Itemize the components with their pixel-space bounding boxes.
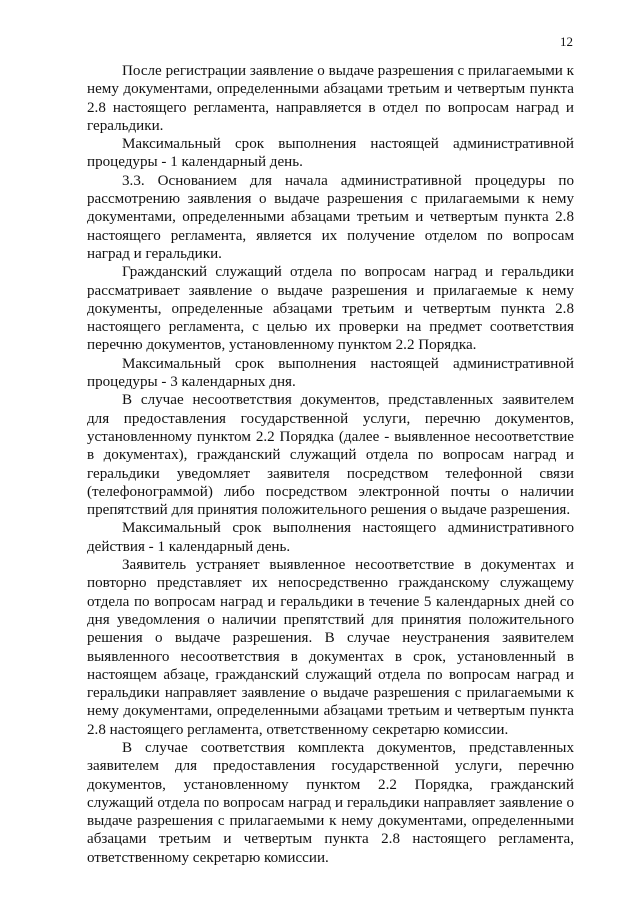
paragraph: Максимальный срок выполнения настоящего административного действия - 1 календарный день. xyxy=(87,520,574,555)
document-body xyxy=(87,62,574,867)
paragraph: После регистрации заявление о выдаче разрешения с прилагаемыми к нему документами, определенными абзацами третьим и четвертым пункта 2.8 настоящего регламента, направляется в отдел по вопросам наград и геральдики. xyxy=(87,63,574,134)
page-number: 12 xyxy=(560,34,573,49)
paragraph: В случае соответствия комплекта документов, представленных заявителем для предоставления государственной услуги, перечню документов, установленному пунктом 2.2 Порядка, гражданский служащий отдела по вопросам наград и геральдики направляет заявление о выдаче разрешения с прилагаемыми к нему документами, определенными абзацами третьим и четвертым пункта 2.8 настоящего регламента, ответственному секретарю комиссии. xyxy=(87,739,574,866)
paragraph: Гражданский служащий отдела по вопросам наград и геральдики рассматривает заявление о выдаче разрешения и прилагаемые к нему документы, определенные абзацами третьим и четвертым пункта 2.8 настоящего регламента, с целью их проверки на предмет соответствия перечню документов, установленному пунктом 2.2 Порядка. xyxy=(87,264,574,354)
paragraph: Максимальный срок выполнения настоящей административной процедуры - 3 календарных дня. xyxy=(87,355,574,391)
paragraph: Максимальный срок выполнения настоящей административной процедуры - 1 календарный день. xyxy=(87,136,574,171)
paragraph: Заявитель устраняет выявленное несоответствие в документах и повторно представляет их непосредственно гражданскому служащему отдела по вопросам наград и геральдики в течение 5 календарных дней со дня уведомления о наличии препятствий для принятия положительного решения о выдаче разрешения. В случае неустранения заявителем выявленного несоответствия в документах в срок, установленный в настоящем абзаце, гражданский служащий отдела по вопросам наград и геральдики направляет заявление о выдаче разрешения с прилагаемыми к нему документами, определенными абзацами третьим и четвертым пункта 2.8 настоящего регламента, ответственному секретарю комиссии. xyxy=(87,557,574,738)
paragraph: В случае несоответствия документов, представленных заявителем для предоставления государственной услуги, перечню документов, установленному пунктом 2.2 Порядка (далее - выявленное несоответствие в документах), гражданский служащий отдела по вопросам наград и геральдики уведомляет заявителя посредством телефонной связи (телефонограммой) либо посредством электронной почты о наличии препятствий для принятия положительного решения о выдаче разрешения. xyxy=(87,392,574,519)
paragraph: 3.3. Основанием для начала административной процедуры по рассмотрению заявления о выдаче разрешения с прилагаемыми к нему документами, определенными абзацами третьим и четвертым пункта 2.8 настоящего регламента, является их получение отделом по вопросам наград и геральдики. xyxy=(87,172,574,262)
